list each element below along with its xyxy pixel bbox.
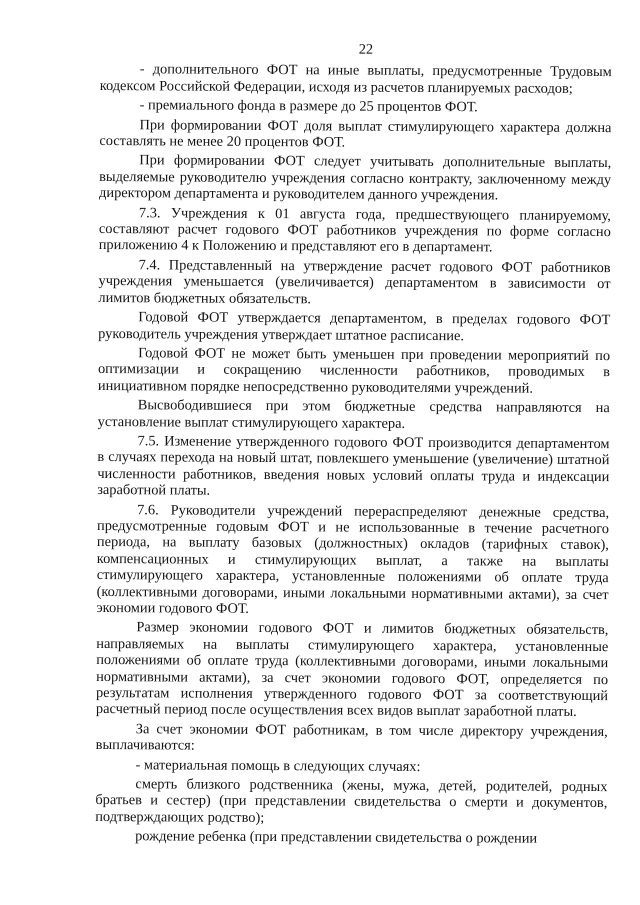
- paragraph-7-3: 7.3. Учреждения к 01 августа года, предшествующего планируемому, составляют расчет годового ФОТ работников учреждения по форме согласно приложению 4 к Положению и представляют его в департамент.: [98, 204, 611, 256]
- paragraph-freed-funds: Высвободившиеся при этом бюджетные средства направляются на установление выплат стимулирующего характера.: [97, 397, 610, 432]
- paragraph-7-5: 7.5. Изменение утвержденного годового ФОТ производится департаментом в случаях перехода на новый штат, повлекшего уменьшение (увеличение) штатной численности работников, введения новых условий оплаты труда и индексации заработной платы.: [97, 433, 610, 499]
- paragraph-fot-no-reduction: Годовой ФОТ не может быть уменьшен при проведении мероприятий по оптимизации и сокращению численности работников, проводимых в инициативном порядке непосредственно руководителями учреждений.: [97, 345, 611, 397]
- paragraph-additional-fot: - дополнительного ФОТ на иные выплаты, предусмотренные Трудовым кодексом Российской Федерации, исходя из расчетов планируемых расходов;: [99, 61, 612, 97]
- paragraph-savings-size: Размер экономии годового ФОТ и лимитов бюджетных обязательств, направляемых на выплаты стимулирующего характера, установленные положениями об оплате труда (коллективными договорами, иными локальными нормативными актами), за счет экономии годового ФОТ, определяется по результатам исполнения утвержденного годового ФОТ за соответствующий расчетный период после осуществления всех видов выплат заработной платы.: [95, 619, 609, 721]
- document-page: [95, 40, 612, 851]
- page-number: 22: [358, 41, 374, 58]
- paragraph-7-6: 7.6. Руководители учреждений перераспределяют денежные средства, предусмотренные годовым ФОТ и не использованные в течение расчетного периода, на выплату базовых (должностных) окладов (тарифных ставок), компенсационных и стимулирующих выплат, а также на выплаты стимулирующего характера, установленные положениями об оплате труда (коллективными договорами, иными локальными нормативными актами), за счет экономии годового ФОТ.: [96, 501, 610, 617]
- paragraph-contract-payments: При формировании ФОТ следует учитывать дополнительные выплаты, выделяемые руководителю учреждения согласно контракту, заключенному между директором департамента и руководителем данного учреждения.: [99, 152, 612, 204]
- paragraph-death-of-relative: смерть близкого родственника (жены, мужа, детей, родителей, родных братьев и сестер) (при представлении свидетельства о смерти и документов, подтверждающих родство);: [95, 776, 608, 826]
- paragraph-annual-fot-approval: Годовой ФОТ утверждается департаментом, в пределах годового ФОТ руководитель учреждения утверждает штатное расписание.: [98, 309, 611, 344]
- paragraph-birth-of-child: рождение ребенка (при представлении свидетельства о рождении: [135, 828, 538, 847]
- paragraph-7-4: 7.4. Представленный на утверждение расчет годового ФОТ работников учреждения уменьшается (увеличивается) департаментом в зависимости от лимитов бюджетных обязательств.: [98, 257, 611, 307]
- paragraph-material-aid: - материальная помощь в следующих случаях:: [135, 756, 421, 775]
- paragraph-incentive-share: При формировании ФОТ доля выплат стимулирующего характера должна составлять не менее 20 процентов ФОТ.: [99, 116, 612, 151]
- paragraph-savings-payments: За счет экономии ФОТ работникам, в том числе директору учреждения, выплачиваются:: [95, 721, 608, 754]
- paragraph-premium-fund: - премиального фонда в размере до 25 процентов ФОТ.: [139, 97, 478, 116]
